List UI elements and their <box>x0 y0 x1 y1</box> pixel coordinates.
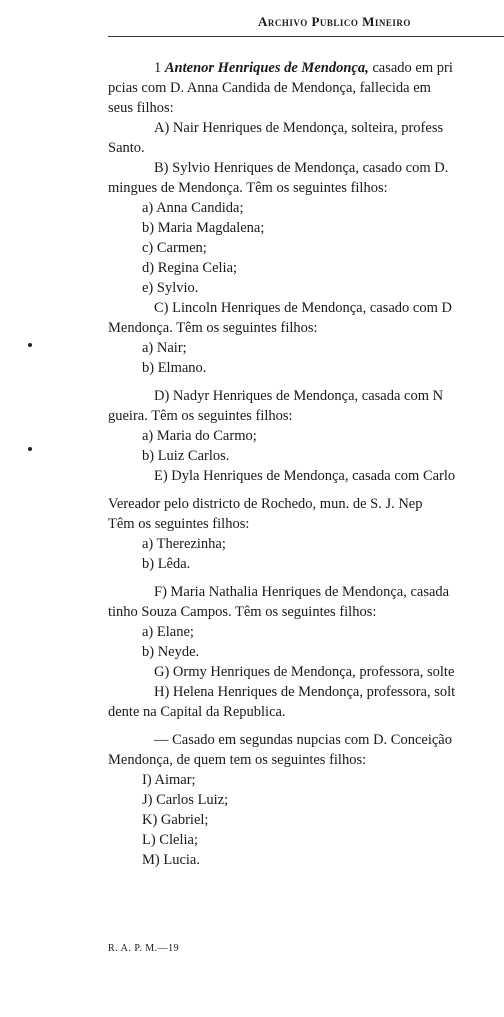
text-line: seus filhos: <box>108 100 174 116</box>
list-item: a) Therezinha; <box>142 536 226 552</box>
text-line: tinho Souza Campos. Têm os seguintes filhos: <box>108 604 377 620</box>
margin-mark <box>28 447 32 451</box>
paragraph <box>108 730 504 770</box>
text-line: A) Nair Henriques de Mendonça, solteira, profess <box>154 120 444 136</box>
list-item: a) Anna Candida; <box>142 200 244 216</box>
paragraph <box>108 682 504 722</box>
text-line: gueira. Têm os seguintes filhos: <box>108 408 293 424</box>
line-text: casado em pri <box>372 60 453 76</box>
entry-number: 1 <box>154 60 162 76</box>
text-line: B) Sylvio Henriques de Mendonça, casado com D. <box>154 160 449 176</box>
list-item: c) Carmen; <box>142 240 207 256</box>
text-line: Mendonça, de quem tem os seguintes filhos: <box>108 752 367 768</box>
list-item: L) Clelia; <box>142 832 198 848</box>
list-item: b) Elmano. <box>142 360 207 376</box>
paragraph <box>108 466 504 486</box>
list-item: d) Regina Celia; <box>142 260 238 276</box>
text-line: H) Helena Henriques de Mendonça, professora, solt <box>154 684 456 700</box>
text-line: Santo. <box>108 140 145 156</box>
list-item: J) Carlos Luiz; <box>142 792 229 808</box>
list-item: a) Elane; <box>142 624 194 640</box>
text-line: pcias com D. Anna Candida de Mendonça, fallecida em <box>108 80 431 96</box>
paragraph <box>108 662 504 682</box>
page-footer: R. A. P. M.—19 <box>108 943 180 954</box>
running-header: Archivo Publico Mineiro <box>258 14 411 29</box>
text-line: Têm os seguintes filhos: <box>108 516 250 532</box>
paragraph <box>108 494 504 534</box>
list-item: b) Lêda. <box>142 556 191 572</box>
person-name: Antenor Henriques de Mendonça, <box>164 60 369 76</box>
paragraph <box>108 582 504 622</box>
text-line <box>108 58 504 78</box>
list-item: b) Neyde. <box>142 644 200 660</box>
margin-mark <box>28 343 32 347</box>
text-line: dente na Capital da Republica. <box>108 704 286 720</box>
list-item: b) Maria Magdalena; <box>142 220 265 236</box>
list-item: e) Sylvio. <box>142 280 199 296</box>
list-item: b) Luiz Carlos. <box>142 448 230 464</box>
list-item: I) Aimar; <box>142 772 196 788</box>
list-item: M) Lucia. <box>142 852 200 868</box>
text-line: C) Lincoln Henriques de Mendonça, casado com D <box>154 300 452 316</box>
paragraph <box>108 158 504 198</box>
list-item: a) Nair; <box>142 340 187 356</box>
paragraph <box>108 118 504 158</box>
list-item: a) Maria do Carmo; <box>142 428 257 444</box>
header-rule <box>108 36 504 37</box>
paragraph <box>108 386 504 426</box>
text-line: E) Dyla Henriques de Mendonça, casada com Carlo <box>154 468 456 484</box>
text-line: — Casado em segundas nupcias com D. Conceição <box>154 732 452 748</box>
text-line: G) Ormy Henriques de Mendonça, professora, solte <box>154 664 455 680</box>
paragraph <box>108 298 504 338</box>
text-line: Vereador pelo districto de Rochedo, mun. de S. J. Nep <box>108 496 423 512</box>
list-item: K) Gabriel; <box>142 812 209 828</box>
paragraph <box>108 58 504 118</box>
text-line: Mendonça. Têm os seguintes filhos: <box>108 320 318 336</box>
text-line: F) Maria Nathalia Henriques de Mendonça, casada <box>154 584 450 600</box>
document-body <box>108 58 504 870</box>
text-line: D) Nadyr Henriques de Mendonça, casada com N <box>154 388 444 404</box>
text-line: mingues de Mendonça. Têm os seguintes filhos: <box>108 180 388 196</box>
